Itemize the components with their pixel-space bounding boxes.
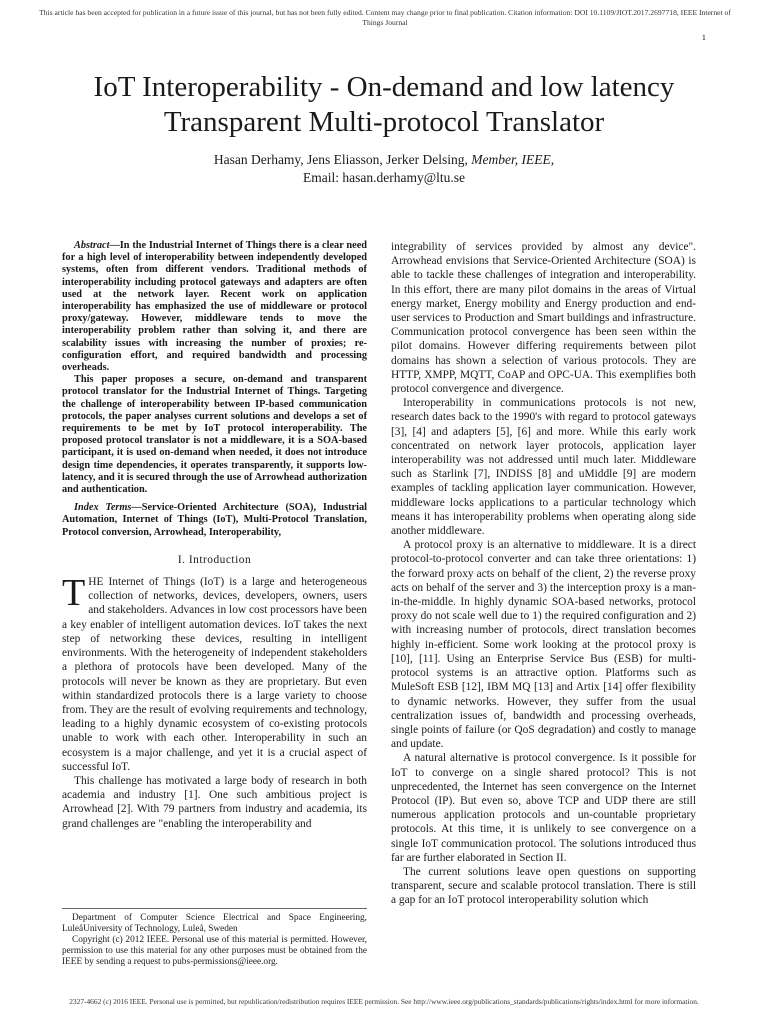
abstract-paragraph-2: This paper proposes a secure, on-demand and transparent protocol translator for the Industrial Internet of Things. Targeting the challenge of interoperability between IP-based communication protocols, the paper analyses current solutions and develops a set of requirements to be met by IoT protocol interoperability. The proposed protocol translator is not a middleware, it is a SOA-based participant, it is used on-demand when needed, it does not introduce design time dependencies, it operates transparently, it supports low-latency, and it is secured through the use of Arrowhead authorization and authentication. [62,374,367,496]
author-line [30,151,738,169]
intro-paragraph-2: This challenge has motivated a large body of research in both academia and industry [1]. One such ambitious project is Arrowhead [2]. With 79 partners from industry and academia, its grand challenges are "enabling the interoperability and [62,774,367,830]
right-paragraph-5: The current solutions leave open questions on supporting transparent, secure and scalable protocol translation. There is still a gap for an IoT protocol interoperability solution which [391,865,696,907]
index-terms [62,502,367,539]
footnote-copyright: Copyright (c) 2012 IEEE. Personal use of this material is permitted. However, permission to use this material for any other purposes must be obtained from the IEEE by sending a request to pubs-permissions@ieee.org. [62,935,367,967]
intro-paragraph-1 [62,572,367,774]
author-email: Email: hasan.derhamy@ltu.se [302,170,465,185]
page-number: 1 [701,32,706,42]
introduction-body [62,572,367,831]
drop-cap: T [62,572,86,615]
right-column [391,240,696,908]
abstract-label: Abstract [74,240,110,251]
bottom-copyright-notice: 2327-4662 (c) 2016 IEEE. Personal use is permitted, but republication/redistribution requires IEEE permission. See http://www.ieee.org/publications_standards/publications/rights/index.html for more information. [69,997,699,1006]
right-paragraph-2: Interoperability in communications protocols is not new, research dates back to the 1990's with regard to protocol gateways [3], [4] and adapters [5], [6] and more. While this early work concentrated on network layer protocols, application layer interoperability was not addressed until much later. Middleware such as Starlink [7], INDISS [8] and uMiddle [9] are modern examples of tackling application layer communication. However, middleware locks applications to a particular technology which means it has interoperability problems when operating along side another middleware. [391,397,696,538]
left-column [62,240,367,831]
abstract [62,240,367,539]
right-paragraph-1: integrability of services provided by almost any device". Arrowhead envisions that Service-Oriented Architecture (SOA) is able to tackle these challenges of integration and interoperability. In this effort, there are many pilot domains in the areas of Virtual energy market, Energy mobility and Energy production and end-user services to Production and Smart buildings and infrastructure. Communication protocol convergence has been seen within the pilot domains. However differing requirements between pilot domains has shown a selection of various protocols. They are HTTP, XMPP, MQTT, CoAP and OPC-UA. This exemplifies both protocol convergence and divergence. [391,241,696,396]
abstract-paragraph-1 [62,240,367,374]
footnote [62,908,367,968]
author-role: Member, IEEE, [471,152,555,167]
right-paragraph-4: A natural alternative is protocol convergence. Is it possible for IoT to converge on a single shared protocol? This is not unprecedented, the Internet has seen convergence on the Internet Protocol (IP). But even so, above TCP and UDP there are still numerous application protocols and un-countable proprietary protocols. At this time, it is unlikely to see convergence on a single IoT communication protocol. The solutions introduced thus far are further elaborated in Section II. [391,752,696,864]
paper-title: IoT Interoperability - On-demand and low latency Transparent Multi-protocol Translator [93,71,675,138]
index-terms-label: Index Terms [74,502,132,514]
right-paragraph-3: A protocol proxy is an alternative to middleware. It is a direct protocol-to-protocol converter and can take three orientations: 1) the forward proxy acts on behalf of the client, 2) the reverse proxy acts on behalf of the server and 3) the interception proxy is a man-in-the-middle. In highly dynamic SOA-based networks, protocol proxy do not scale well due to 1) the required configuration and 2) with increasing number of protocols, direct translation becomes highly in-efficient. Some work looking at the protocol proxy is [10], [11]. Using an Enterprise Service Bus (ESB) for multi-protocol systems is an attractive option. Platforms such as MuleSoft ESB [12], IBM MQ [13] and Artix [14] offer flexibility to dynamic networks. However, they suffer from the usual centralization issues of, bandwidth and processing overheads, single points of failure (or QoS degradation) and costly to manage and update. [391,539,696,751]
journal-banner: This article has been accepted for publication in a future issue of this journal, but has not been fully edited. Content may change prior to final publication. Citation information: DOI 10.1109/JIOT.2017.2697718, IEEE Internet of Things Journal [39,8,731,27]
section-heading-introduction: I. Introduction [177,553,252,566]
footnote-affiliation: Department of Computer Science Electrical and Space Engineering, LuleåUniversity of Technology, Luleå, Sweden [62,913,367,934]
abstract-text-1: —In the Industrial Internet of Things there is a clear need for a high level of interoperability between independently developed systems, often from different vendors. Traditional methods of interoperability including protocol gateways and adapters are often used at the network layer. Recent work on application interoperability has emphasized the use of middleware or protocol proxy/gateway. However, middleware tends to move the interoperability problem rather than solving it, and there are scalability issues with increasing the number of proxies; re-configuration effort, and required bandwidth and processing overheads. [62,240,367,374]
index-terms-text: —Service-Oriented Architecture (SOA), Industrial Automation, Internet of Things (IoT), Multi-Protocol Translation, Protocol conversion, Arrowhead, Interoperability, [62,502,367,538]
author-names: Hasan Derhamy, Jens Eliasson, Jerker Delsing, [213,152,468,167]
intro-text-1: HE Internet of Things (IoT) is a large and heterogeneous collection of networks, devices, developers, owners, users and stakeholders. Advances in low cost processors have been a key enabler of intelligent automation devices. IoT takes the next step of networking these devices, resulting in intelligent environments. With the heterogeneity of independent stakeholders a plethora of protocols have been developed. Many of the protocols will never be known as they are proprietary. But even within standardized protocols there is a large variety to choose from. They are the result of evolving requirements and technology, leading to a highly dynamic ecosystem of co-existing protocols unable to work with each other. Interoperability in such an ecosystem is a major challenge, and yet it is a crucial aspect of successful IoT. [62,576,367,773]
